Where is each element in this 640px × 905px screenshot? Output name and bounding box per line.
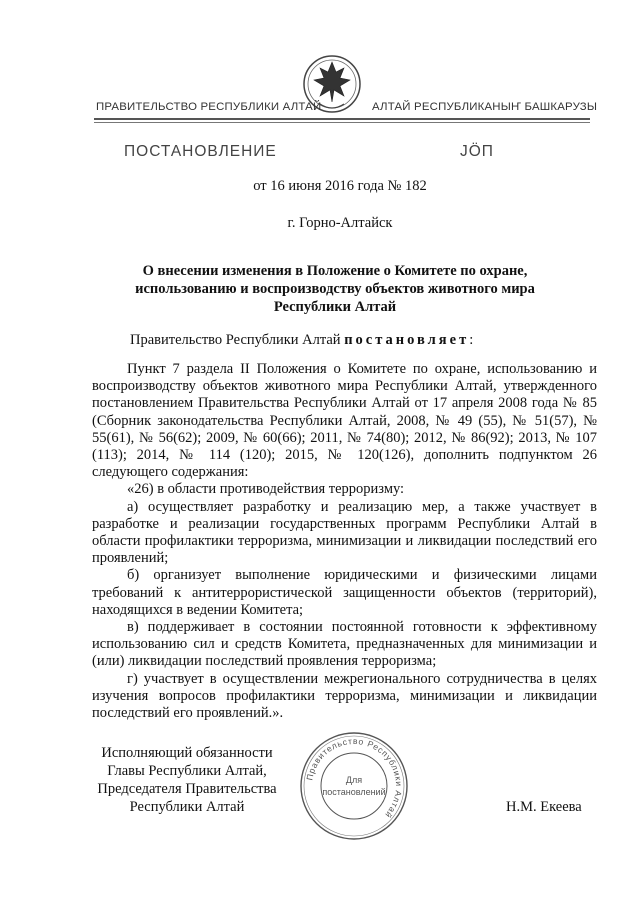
header-rule-thick: [94, 118, 590, 120]
position-line: Главы Республики Алтай,: [107, 763, 267, 779]
stamp-center-line: постановлений: [322, 787, 386, 797]
body-paragraph: а) осуществляет разработку и реализацию мер, а также участвует в разработке и реализации государственных программ Республики Алтай в области профилактики терроризма, минимизации и ликвидации последствий его проявлений;: [92, 498, 597, 567]
stamp-ring-text: Правительство Республики Алтай: [304, 735, 405, 821]
body-paragraph: б) организует выполнение юридическими и физическими лицами требований к антитеррористической защищенности объектов (территорий), находящихся в ведении Комитета;: [92, 567, 597, 618]
decree-colon: :: [469, 332, 474, 348]
official-stamp: [298, 730, 410, 842]
stamp-center-line: Для: [345, 775, 363, 785]
decree-statement: [130, 332, 473, 349]
header-rule-thin: [94, 122, 590, 123]
decree-verb: постановляет: [344, 332, 470, 348]
document-type-altai: JӦП: [460, 143, 494, 160]
heading-line: использованию и воспроизводству объектов животного мира: [135, 281, 535, 297]
document-heading: [100, 262, 570, 316]
heading-line: Республики Алтай: [273, 299, 397, 315]
decree-subject: Правительство Республики Алтай: [130, 332, 341, 348]
signatory-position: [92, 744, 282, 816]
document-type-russian: ПОСТАНОВЛЕНИЕ: [124, 143, 277, 160]
body-paragraph: Пункт 7 раздела II Положения о Комитете по охране, использованию и воспроизводству объектов животного мира Республики Алтай, утвержденного постановлением Правительства Республики Алтай от 17 апреля 2008 года № 85 (Сборник законодательства Республики Алтай, 2008, № 49 (55), № 51(57), № 55(61), № 56(62); 2009, № 60(66); 2011, № 74(80); 2012, № 86(92); 2013, № 107 (113); 2014, № 114 (120); 2015, № 120(126), дополнить подпунктом 26 следующего содержания:: [92, 361, 597, 481]
position-line: Исполняющий обязанности: [101, 745, 273, 761]
city: г. Горно-Алтайск: [287, 215, 393, 231]
body-paragraph: в) поддерживает в состоянии постоянной готовности к эффективному использованию сил и средств Комитета, предназначенных для минимизации и (или) ликвидации последствий проявления терроризма;: [92, 619, 597, 670]
body-paragraph: г) участвует в осуществлении межрегионального сотрудничества в целях изучения вопросов профилактики терроризма, минимизации и ликвидации последствий его проявлений.».: [92, 670, 597, 722]
date-number: от 16 июня 2016 года № 182: [253, 178, 427, 194]
document-body: [92, 361, 597, 722]
position-line: Республики Алтай: [129, 799, 245, 815]
signatory-name: Н.М. Екеева: [506, 799, 582, 815]
position-line: Председателя Правительства: [97, 781, 277, 797]
heading-line: О внесении изменения в Положение о Комитете по охране,: [142, 263, 528, 279]
body-paragraph: «26) в области противодействия терроризму:: [127, 481, 405, 498]
government-name-russian: ПРАВИТЕЛЬСТВО РЕСПУБЛИКИ АЛТАЙ: [96, 101, 322, 113]
government-name-altai: АЛТАЙ РЕСПУБЛИКАНЫҤ БАШКАРУЗЫ: [372, 101, 598, 113]
